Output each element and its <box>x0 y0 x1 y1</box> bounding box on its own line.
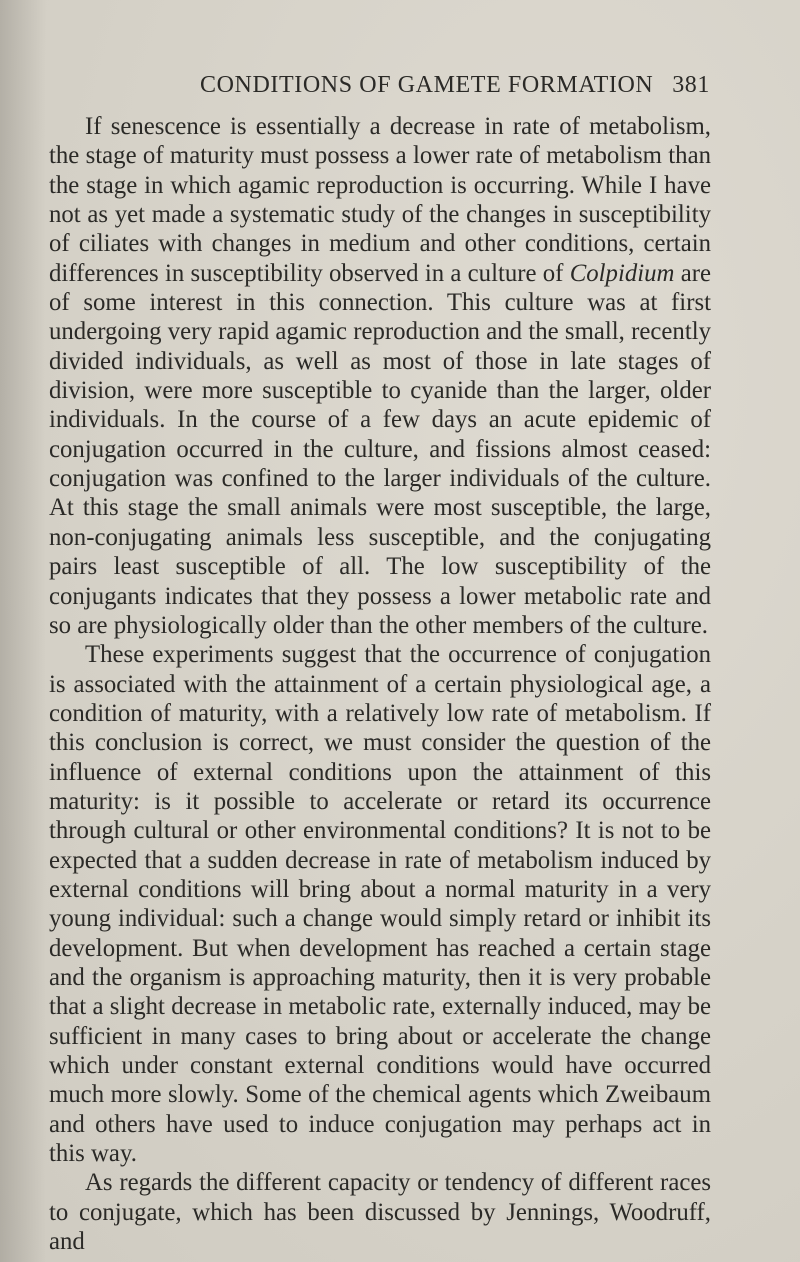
paragraph-2: These experiments suggest that the occurrence of conjugation is associated with the attainment of a certain physiological age, a condition of maturity, with a relatively low rate of metabolism. If this conclusion is correct, we must consider the question of the influence of external conditions upon the attainment of this maturity: is it possible to accelerate or retard its occurrence through cultural or other environmental conditions? It is not to be expected that a sudden decrease in rate of metabolism induced by external conditions will bring about a normal maturity in a very young individual: such a change would simply retard or inhibit its development. But when development has reached a certain stage and the organism is approaching maturity, then it is very probable that a slight decrease in metabolic rate, externally induced, may be sufficient in many cases to bring about or accelerate the change which under constant external conditions would have occurred much more slowly. Some of the chemical agents which Zweibaum and others have used to induce conjugation may perhaps act in this way. <box>49 641 711 1168</box>
body-text <box>49 112 711 1256</box>
paragraph-1-text-b: are of some interest in this connection. This culture was at first undergoing very rapid agamic reproduction and the small, recently divided individuals, as well as most of those in late stages of division, were more susceptible to cyanide than the larger, older individuals. In the course of a few days an acute epidemic of conjugation occurred in the culture, and fissions almost ceased: conjugation was confined to the larger individuals of the culture. At this stage the small animals were most susceptible, the large, non-conjugating animals less susceptible, and the conjugating pairs least susceptible of all. The low susceptibility of the conjugants indicates that they possess a lower metabolic rate and so are physiologically older than the other members of the culture. <box>49 259 711 639</box>
paragraph-3: As regards the different capacity or tendency of different races to conjugate, which has been discussed by Jennings, Woodruff, and <box>49 1169 711 1256</box>
paragraph-1 <box>49 112 711 640</box>
genus-name: Colpidium <box>569 259 675 287</box>
running-title: CONDITIONS OF GAMETE FORMATION <box>200 72 654 98</box>
paragraph-1-text-a: If senescence is essentially a decrease in rate of metabolism, the stage of maturity must possess a lower rate of metabolism than the stage in which agamic reproduction is occurring. While I have not as yet made a systematic study of the changes in susceptibility of ciliates with changes in medium and other conditions, certain differences in susceptibility observed in a culture of <box>49 113 711 287</box>
page-number: 381 <box>672 72 710 98</box>
page-gutter-shadow <box>0 0 46 1262</box>
page-header <box>200 72 710 108</box>
